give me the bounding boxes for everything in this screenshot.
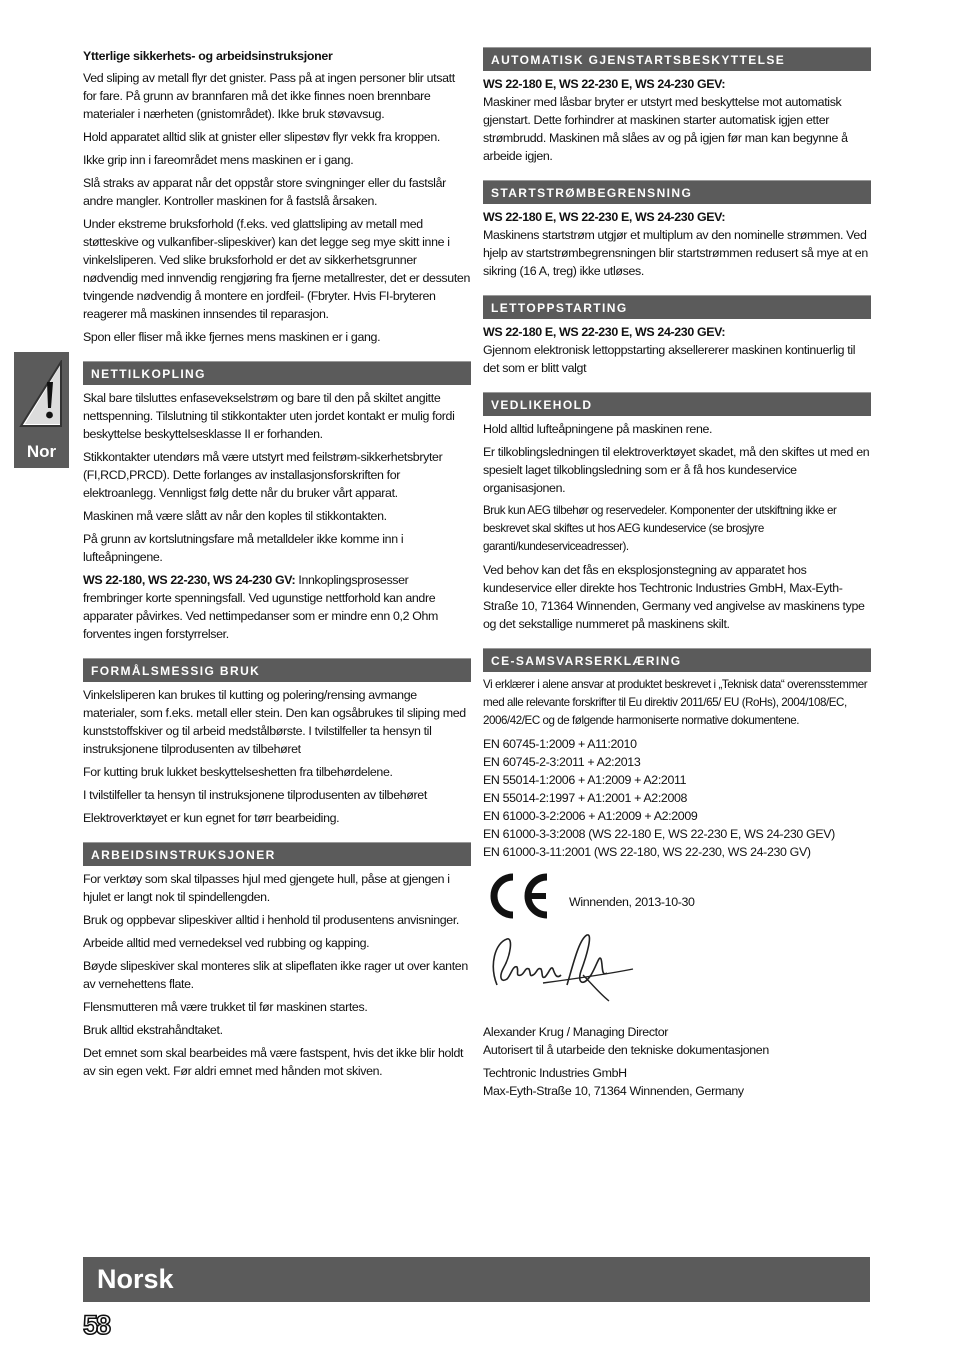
ce-row: [483, 871, 871, 921]
paragraph: Er tilkoblingsledningen til elektroverktøyet skadet, må den skiftes ut med en spesielt laget tilkoblingsledning som er å få hos kundeservice organisasjonen.: [483, 445, 870, 495]
paragraph: Bruk og oppbevar slipeskiver alltid i henhold til produsentens anvisninger.: [83, 913, 459, 927]
model-list: WS 22-180 E, WS 22-230 E, WS 24-230 GEV:: [483, 325, 726, 339]
paragraph: Ikke grip inn i fareområdet mens maskinen er i gang.: [83, 153, 354, 167]
section-bar-nettilkopling: NETTILKOPLING: [83, 361, 471, 385]
paragraph: Elektroverktøyet er kun egnet for tørr bearbeiding.: [83, 811, 340, 825]
section-bar-start: STARTSTRØMBEGRENSNING: [483, 180, 871, 204]
footer-language-bar: Norsk: [83, 1257, 870, 1302]
paragraph: Hold apparatet alltid slik at gnister eller slipestøv flyr vekk fra kroppen.: [83, 130, 440, 144]
standard-item: EN 55014-1:2006 + A1:2009 + A2:2011: [483, 773, 687, 787]
model-list: WS 22-180 E, WS 22-230 E, WS 24-230 GEV:: [483, 77, 726, 91]
paragraph: Gjennom elektronisk lettoppstarting aksellererer maskinen kontinuerlig til det som er blitt valgt: [483, 343, 856, 375]
paragraph: Slå straks av apparat når det oppstår store svingninger eller du fastslår andre mangler. Kontroller maskinen for å fastslå årsaken.: [83, 176, 446, 208]
language-side-tab: [14, 352, 69, 468]
paragraph: Ved behov kan det fås en eksplosjonstegning av apparatet hos kundeservice eller direkte hos Techtronic Industries GmbH, Max-Eyth-Straße 10, 71364 Winnenden, Germany ved angivelse av maskinens type og det sekstallige nummeret på maskinens skilt.: [483, 563, 865, 631]
paragraph-text: Innkoplingsprosesser frembringer korte spenningsfall. Ved ugunstige nettforhold kan andre apparater påvirkes. Ved nettimpedanser som er mindre enn 0,2 Ohm forventes ingen forstyrrelser.: [83, 573, 439, 641]
section-bar-vedlikehold: VEDLIKEHOLD: [483, 392, 871, 416]
company-name: Techtronic Industries GmbH: [483, 1066, 627, 1080]
paragraph: Bruk alltid ekstrahåndtaket.: [83, 1023, 223, 1037]
paragraph: Maskinens startstrøm utgjør et multiplum av den nominelle strømmen. Ved hjelp av startstrømbegrensningen blir startstrømmen redusert så mye at en sikring (16 A, treg) ikke utløses.: [483, 228, 868, 278]
paragraph: For kutting bruk lukket beskyttelseshetten fra tilbehørdelene.: [83, 765, 393, 779]
section-bar-auto: AUTOMATISK GJENSTARTSBESKYTTELSE: [483, 47, 871, 71]
paragraph: Under ekstreme bruksforhold (f.eks. ved glattsliping av metall med støtteskive og vulkanfiber-slipeskiver) kan det legge seg mye skitt inne i vinkelsliperen. Ved slike bruksforhold er det av sikkerhetsgrunner nødvendig med innvendig rengjøring fra fjerne metallrester, det er dessuten tvingende nødvendig å montere en jordfeil- (Fbryter. Hvis FI-bryteren reagerer må maskinen innsendes til reparasjon.: [83, 217, 470, 321]
paragraph: Arbeide alltid med vernedeksel ved rubbing og kapping.: [83, 936, 370, 950]
standards-list: [483, 735, 871, 861]
page-number: 58: [83, 1310, 110, 1340]
place-date: Winnenden, 2013-10-30: [569, 895, 695, 909]
left-column: [83, 47, 471, 1085]
standard-item: EN 61000-3-2:2006 + A1:2009 + A2:2009: [483, 809, 698, 823]
section-bar-ce: CE-SAMSVARSERKLÆRING: [483, 648, 871, 672]
standard-item: EN 60745-2-3:2011 + A2:2013: [483, 755, 641, 769]
section-bar-lett: LETTOPPSTARTING: [483, 295, 871, 319]
model-list: WS 22-180, WS 22-230, WS 24-230 GV:: [83, 573, 296, 587]
paragraph: Bøyde slipeskiver skal monteres slik at slipeflaten ikke rager ut over kanten av vernehettens flate.: [83, 959, 468, 991]
paragraph: Maskiner med låsbar bryter er utstyrt med beskyttelse mot automatisk gjenstart. Dette forhindrer at maskinen starter automatisk igjen etter strømbrudd. Maskinen må slåes av og på igjen før man kan begynne å arbeide igjen.: [483, 95, 848, 163]
paragraph: I tvilstilfeller ta hensyn til instruksjonene tilprodusenten av tilbehøret: [83, 788, 427, 802]
company-address: Max-Eyth-Straße 10, 71364 Winnenden, Germany: [483, 1084, 744, 1098]
paragraph: Spon eller fliser må ikke fjernes mens maskinen er i gang.: [83, 330, 381, 344]
standard-item: EN 55014-2:1997 + A1:2001 + A2:2008: [483, 791, 688, 805]
model-list: WS 22-180 E, WS 22-230 E, WS 24-230 GEV:: [483, 210, 726, 224]
section-bar-formal: FORMÅLSMESSIG BRUK: [83, 658, 471, 682]
signer-name: Alexander Krug / Managing Director: [483, 1025, 669, 1039]
paragraph: Bruk kun AEG tilbehør og reservedeler. Komponenter der utskiftning ikke er beskrevet skal skiftes ut hos AEG kundeservice (se brosjyre garanti/kundeserviceadresser).: [483, 504, 837, 553]
ce-mark-icon: [483, 871, 555, 921]
standard-item: EN 61000-3-11:2001 (WS 22-180, WS 22-230, WS 24-230 GV): [483, 845, 811, 859]
paragraph: Vi erklærer i alene ansvar at produktet beskrevet i „Teknisk data“ overensstemmer med alle relevante forskrifter til Eu direktiv 2011/65/ EU (RoHs), 2004/108/EC, 2006/42/EC og de følgende harmoniserte normative dokumentene.: [483, 678, 868, 727]
standard-item: EN 61000-3-3:2008 (WS 22-180 E, WS 22-230 E, WS 24-230 GEV): [483, 827, 835, 841]
paragraph-models: [83, 571, 471, 643]
paragraph: Skal bare tilsluttes enfasevekselstrøm og bare til den på skiltet angitte nettspenning. Tilslutning til stikkontakter uten jordet kontakt er mulig fordi beskyttelse beskyttelsesklasse II er forhanden.: [83, 391, 455, 441]
paragraph: Vinkelsliperen kan brukes til kutting og polering/rensing avmange materialer, som f.eks. metall eller stein. Den kan ogsåbrukes til sliping med kunststoffskiver og til arbeid medstålbørste. I tvilstilfeller ta hensyn til instruksjonene tilprodusenten av tilbehøret: [83, 688, 466, 756]
paragraph: For verktøy som skal tilpasses hjul med gjengete hull, påse at gjengen i hjulet er langt nok til spindellengden.: [83, 872, 450, 904]
paragraph: Hold alltid lufteåpningene på maskinen rene.: [483, 422, 713, 436]
signature-image: [483, 925, 653, 1010]
paragraph: Flensmutteren må være trukket til før maskinen startes.: [83, 1000, 368, 1014]
paragraph: Det emnet som skal bearbeides må være fastspent, hvis det ikke blir holdt av sin egen vekt. Før aldri emnet med hånden mot skiven.: [83, 1046, 464, 1078]
section-bar-arbeids: ARBEIDSINSTRUKSJONER: [83, 842, 471, 866]
section-heading: Ytterlige sikkerhets- og arbeidsinstruksjoner: [83, 49, 333, 63]
paragraph: Stikkontakter utendørs må være utstyrt med feilstrøm-sikkerhetsbryter (FI,RCD,PRCD). Dette forlanges av installasjonsforskriften for elektroanlegg. Vennligst følg dette når du bruker vårt apparat.: [83, 450, 443, 500]
paragraph: På grunn av kortslutningsfare må metalldeler ikke komme inn i lufteåpningene.: [83, 532, 404, 564]
authorization-text: Autorisert til å utarbeide den tekniske dokumentasjonen: [483, 1043, 769, 1057]
paragraph: Ved sliping av metall flyr det gnister. Pass på at ingen personer blir utsatt for fare. På grunn av brannfaren må det ikke finnes noen brennbare materialer i nærheten (gnistområdet). Ikke bruk støvavsug.: [83, 71, 455, 121]
warning-icon: [17, 360, 66, 428]
paragraph: Maskinen må være slått av når den koples til stikkontakten.: [83, 509, 387, 523]
right-column: [483, 47, 871, 1105]
standard-item: EN 60745-1:2009 + A11:2010: [483, 737, 637, 751]
side-tab-label: Nor: [26, 442, 57, 461]
